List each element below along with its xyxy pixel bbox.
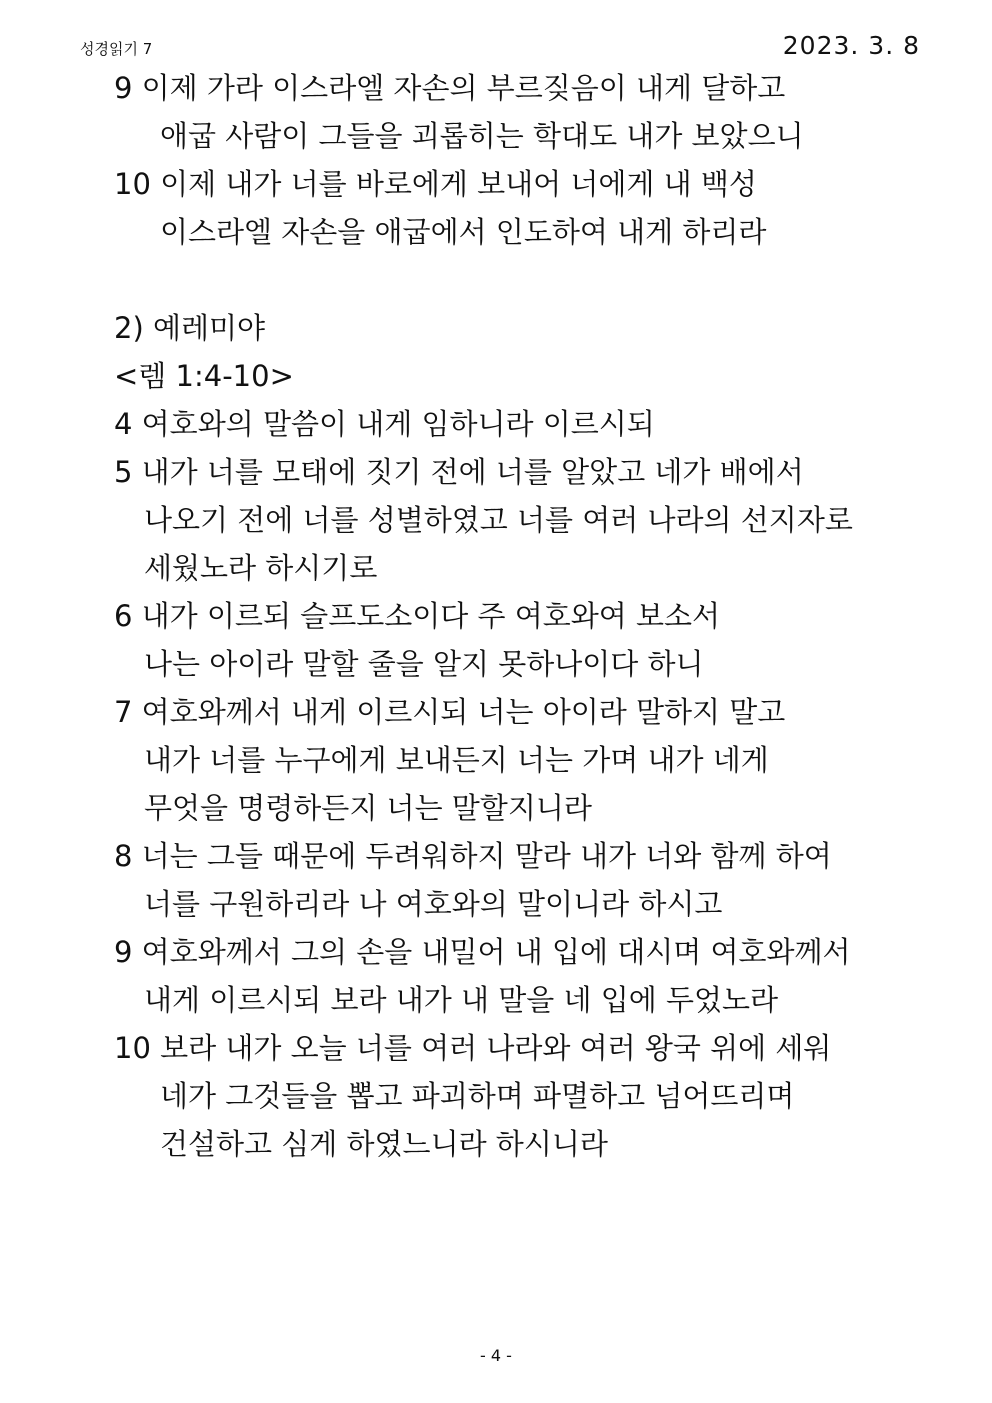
verse-line: 나오기 전에 너를 성별하였고 너를 여러 나라의 선지자로 [144,503,853,537]
verse-line: 네가 그것들을 뽑고 파괴하며 파멸하고 넘어뜨리며 [160,1079,795,1113]
verse-line: 이스라엘 자손을 애굽에서 인도하여 내게 하리라 [160,215,767,249]
verse-line: 10 이제 내가 너를 바로에게 보내어 너에게 내 백성 [114,167,757,201]
document-date: 2023. 3. 8 [782,31,920,60]
verse-line: 9 여호와께서 그의 손을 내밀어 내 입에 대시며 여호와께서 [114,935,851,969]
verse-line: 5 내가 너를 모태에 짓기 전에 너를 알았고 네가 배에서 [114,455,804,489]
verse-line: 너를 구원하리라 나 여호와의 말이니라 하시고 [144,887,723,921]
verse-line: 건설하고 심게 하였느니라 하시니라 [160,1127,608,1161]
verse-line: 무엇을 명령하든지 너는 말할지니라 [144,791,592,825]
verse-line: 애굽 사람이 그들을 괴롭히는 학대도 내가 보았으니 [160,119,804,153]
verse-line: 내게 이르시되 보라 내가 내 말을 네 입에 두었노라 [144,983,779,1017]
verse-line: 8 너는 그들 때문에 두려워하지 말라 내가 너와 함께 하여 [114,839,832,873]
document-title: 성경읽기 7 [80,40,153,58]
verse-line: 10 보라 내가 오늘 너를 여러 나라와 여러 왕국 위에 세워 [114,1031,832,1065]
verse-line: 나는 아이라 말할 줄을 알지 못하나이다 하니 [144,647,704,681]
verse-line: 7 여호와께서 내게 이르시되 너는 아이라 말하지 말고 [114,695,786,729]
scripture-body [114,64,934,1168]
page-number: - 4 - [480,1346,512,1365]
verse-line: 내가 너를 누구에게 보내든지 너는 가며 내가 네게 [144,743,769,777]
blank-line [114,256,934,304]
verse-line: 6 내가 이르되 슬프도소이다 주 여호와여 보소서 [114,599,721,633]
verse-line: 9 이제 가라 이스라엘 자손의 부르짖음이 내게 달하고 [114,71,786,105]
section-heading: 2) 예레미야 [114,311,266,345]
verse-line: 4 여호와의 말씀이 내게 임하니라 이르시되 [114,407,655,441]
verse-line: 세웠노라 하시기로 [144,551,378,585]
passage-reference: <렘 1:4-10> [114,359,294,393]
